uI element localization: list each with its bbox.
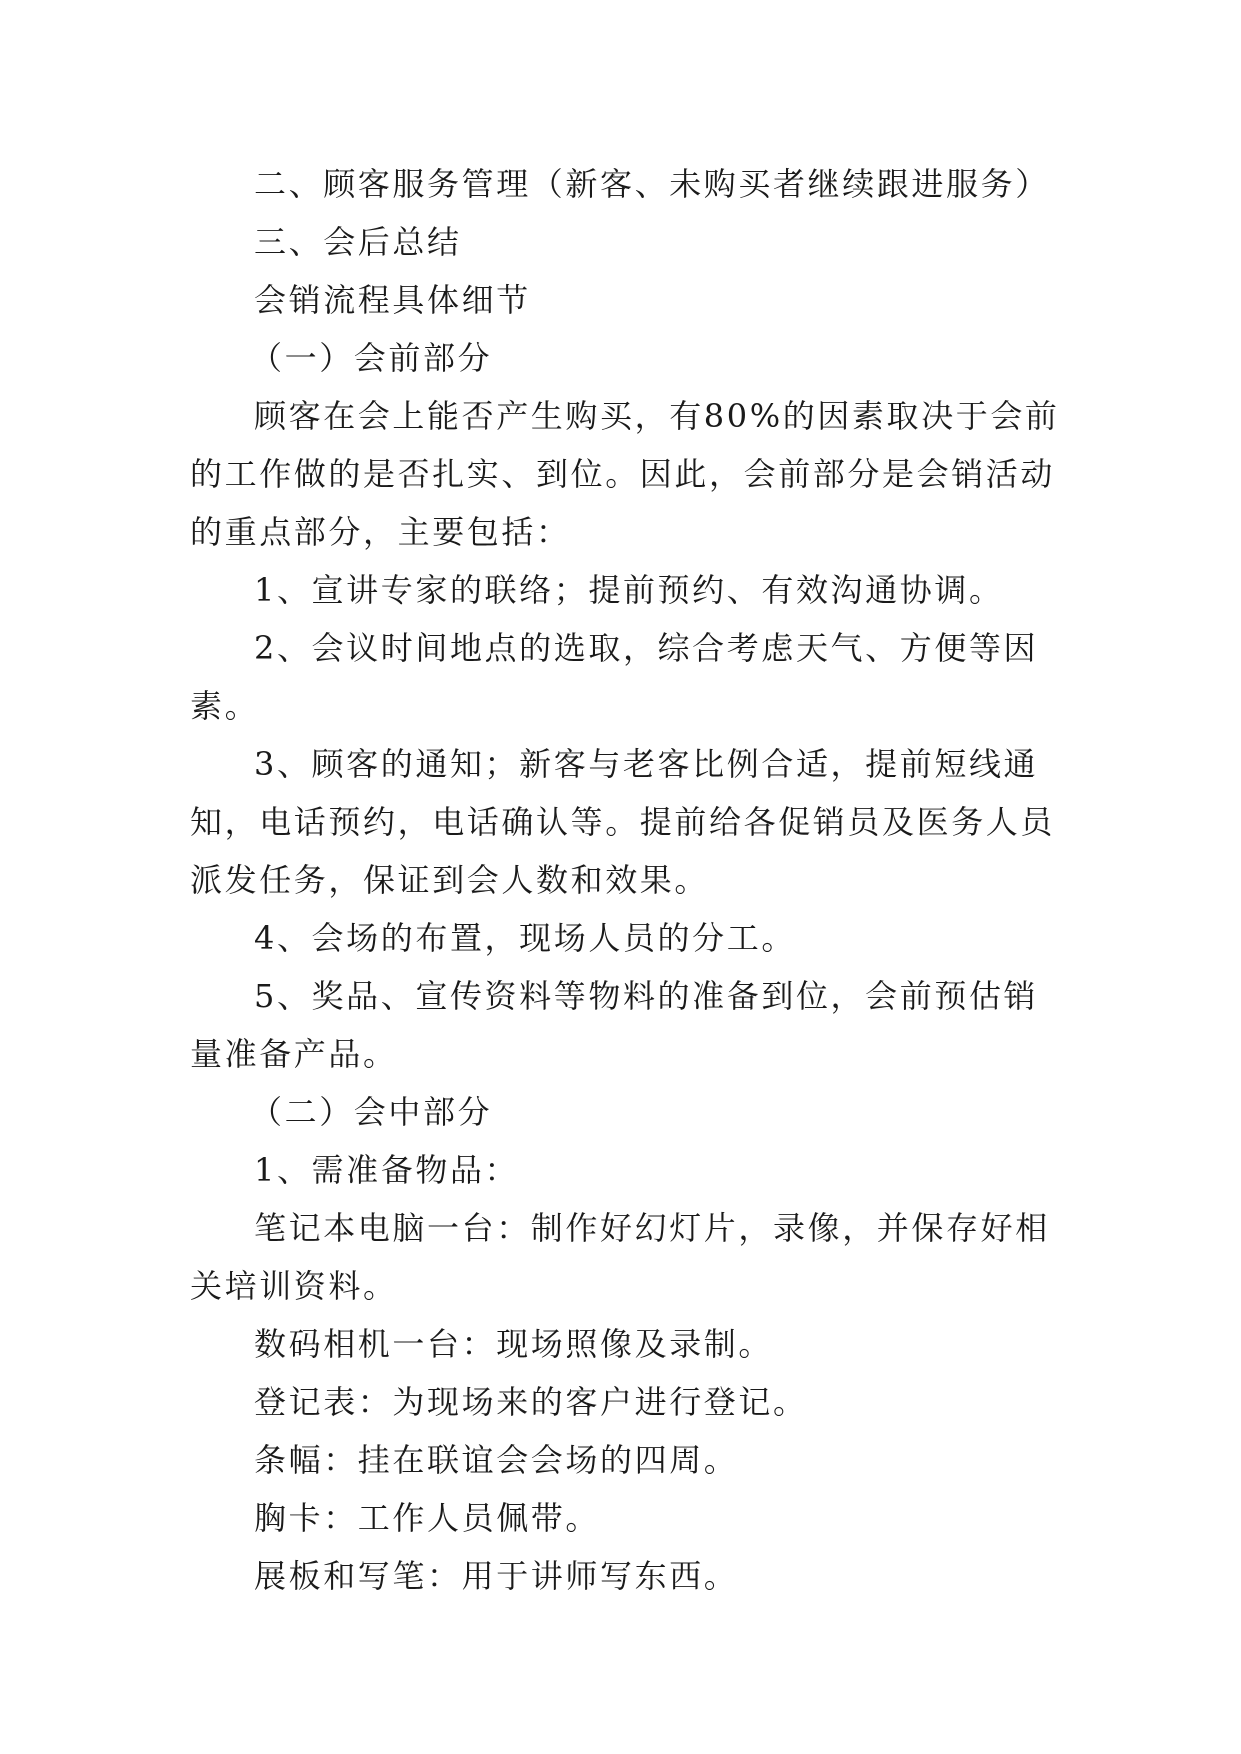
paragraph: 二、顾客服务管理（新客、未购买者继续跟进服务） [254,165,1050,203]
paragraph: 条幅：挂在联谊会会场的四周。 [254,1441,739,1479]
list-item: 1、宣讲专家的联络；提前预约、有效沟通协调。 [254,571,1004,609]
section-heading: （一）会前部分 [250,339,493,377]
document-body [190,155,1070,1605]
section-heading: （二）会中部分 [250,1093,493,1131]
paragraph: 顾客在会上能否产生购买，有80%的因素取决于会前的工作做的是否扎实、到位。因此，会前部分是会销活动的重点部分，主要包括： [190,397,1060,551]
list-item: 1、需准备物品： [254,1151,520,1189]
list-item: 4、会场的布置，现场人员的分工。 [254,919,796,957]
paragraph: 数码相机一台：现场照像及录制。 [254,1325,774,1363]
paragraph: 展板和写笔：用于讲师写东西。 [254,1557,739,1595]
list-item: 3、顾客的通知；新客与老客比例合适，提前短线通知，电话预约，电话确认等。提前给各促销员及医务人员派发任务，保证到会人数和效果。 [190,745,1056,899]
paragraph: 三、会后总结 [254,223,462,261]
paragraph: 笔记本电脑一台：制作好幻灯片，录像，并保存好相关培训资料。 [190,1209,1050,1305]
paragraph: 登记表：为现场来的客户进行登记。 [254,1383,808,1421]
list-item: 2、会议时间地点的选取，综合考虑天气、方便等因素。 [190,629,1039,725]
list-item: 5、奖品、宣传资料等物料的准备到位，会前预估销量准备产品。 [190,977,1039,1073]
paragraph: 会销流程具体细节 [254,281,531,319]
paragraph: 胸卡：工作人员佩带。 [254,1499,601,1537]
